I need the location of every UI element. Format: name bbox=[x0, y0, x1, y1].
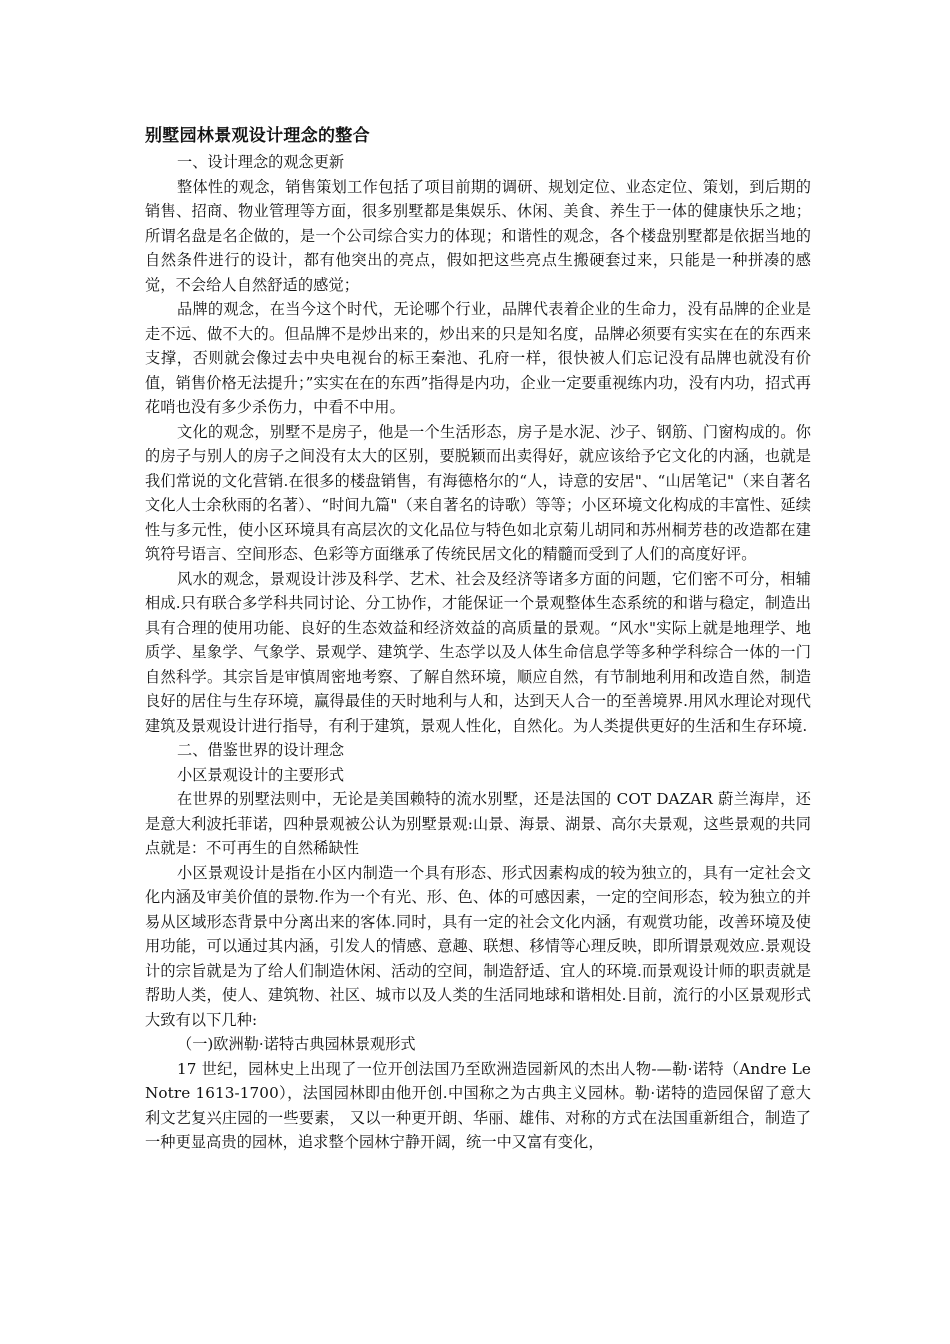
paragraph: 文化的观念，别墅不是房子，他是一个生活形态，房子是水泥、沙子、钢筋、门窗构成的。你的房子与别人的房子之间没有太大的区别，要脱颖而出卖得好，就应该给予它文化的内涵，也就是我们常说的文化营销.在很多的楼盘销售，有海德格尔的“人，诗意的安居"、“山居笔记"（来自著名文化人士余秋雨的名著）、“时间九篇"（来自著名的诗歌）等等；小区环境文化构成的丰富性、延续性与多元性，使小区环境具有高层次的文化品位与特色如北京菊儿胡同和苏州桐芳巷的改造都在建筑符号语言、空间形态、色彩等方面继承了传统民居文化的精髓而受到了人们的高度好评。 bbox=[145, 422, 811, 563]
document-title: 别墅园林景观设计理念的整合 bbox=[145, 126, 370, 146]
section-heading: 二、借鉴世界的设计理念 bbox=[177, 741, 345, 759]
paragraph: 17 世纪，园林史上出现了一位开创法国乃至欧洲造园新风的杰出人物-—勒·诺特（Andre Le Notre 1613-1700），法国园林即由他开创.中国称之为古典主义园林。勒·诺特的造园保留了意大利文艺复兴庄园的一些要素， 又以一种更开朗、华丽、雄伟、对称的方式在法国重新组合，制造了一种更显高贵的园林，追求整个园林宁静开阔，统一中又富有变化， bbox=[145, 1059, 811, 1151]
paragraph: 品牌的观念，在当今这个时代，无论哪个行业，品牌代表着企业的生命力，没有品牌的企业是走不远、做不大的。但品牌不是炒出来的，炒出来的只是知名度，品牌必须要有实实在在的东西来支撑，否则就会像过去中央电视台的标王秦池、孔府一样，很快被人们忘记没有品牌也就没有价值，销售价格无法提升；”实实在在的东西”指得是内功，企业一定要重视练内功，没有内功，招式再花哨也没有多少杀伤力，中看不中用。 bbox=[145, 300, 811, 416]
section-heading: 一、设计理念的观念更新 bbox=[177, 153, 345, 171]
section-subheading: 小区景观设计的主要形式 bbox=[177, 765, 345, 784]
section-heading: （一)欧洲勒·诺特古典园林景观形式 bbox=[177, 1035, 416, 1053]
paragraph: 整体性的观念，销售策划工作包括了项目前期的调研、规划定位、业态定位、策划，到后期的销售、招商、物业管理等方面，很多别墅都是集娱乐、休闲、美食、养生于一体的健康快乐之地；所谓名盘是名企做的，是一个公司综合实力的体现；和谐性的观念，各个楼盘别墅都是依据当地的自然条件进行的设计，都有他突出的亮点，假如把这些亮点生搬硬套过来，只能是一种拼凑的感觉，不会给人自然舒适的感觉； bbox=[145, 177, 811, 294]
paragraph: 风水的观念，景观设计涉及科学、艺术、社会及经济等诸多方面的问题，它们密不可分，相辅相成.只有联合多学科共同讨论、分工协作，才能保证一个景观整体生态系统的和谐与稳定，制造出具有合理的使用功能、良好的生态效益和经济效益的高质量的景观。“风水"实际上就是地理学、地质学、星象学、气象学、景观学、建筑学、生态学以及人体生命信息学等多种学科综合一体的一门自然科学。其宗旨是审慎周密地考察、了解自然环境，顺应自然，有节制地利用和改造自然，制造良好的居住与生存环境，赢得最佳的天时地利与人和，达到天人合一的至善境界.用风水理论对现代建筑及景观设计进行指导，有利于建筑，景观人性化，自然化。为人类提供更好的生活和生存环境. bbox=[145, 569, 811, 735]
paragraph: 小区景观设计是指在小区内制造一个具有形态、形式因素构成的较为独立的，具有一定社会文化内涵及审美价值的景物.作为一个有光、形、色、体的可感因素，一定的空间形态，较为独立的并易从区域形态背景中分离出来的客体.同时，具有一定的社会文化内涵，有观赏功能，改善环境及使用功能，可以通过其内涵，引发人的情感、意趣、联想、移情等心理反映，即所谓景观效应.景观设计的宗旨就是为了给人们制造休闲、活动的空间，制造舒适、宜人的环境.而景观设计师的职责就是帮助人类，使人、建筑物、社区、城市以及人类的生活同地球和谐相处.目前，流行的小区景观形式大致有以下几种: bbox=[145, 863, 811, 1029]
paragraph: 在世界的别墅法则中，无论是美国赖特的流水别墅，还是法国的 COT DAZAR 蔚兰海岸，还是意大利波托菲诺，四种景观被公认为别墅景观:山景、海景、湖景、高尔夫景观，这些景观的共同点就是：不可再生的自然稀缺性 bbox=[145, 790, 811, 857]
document-page bbox=[145, 122, 811, 1155]
